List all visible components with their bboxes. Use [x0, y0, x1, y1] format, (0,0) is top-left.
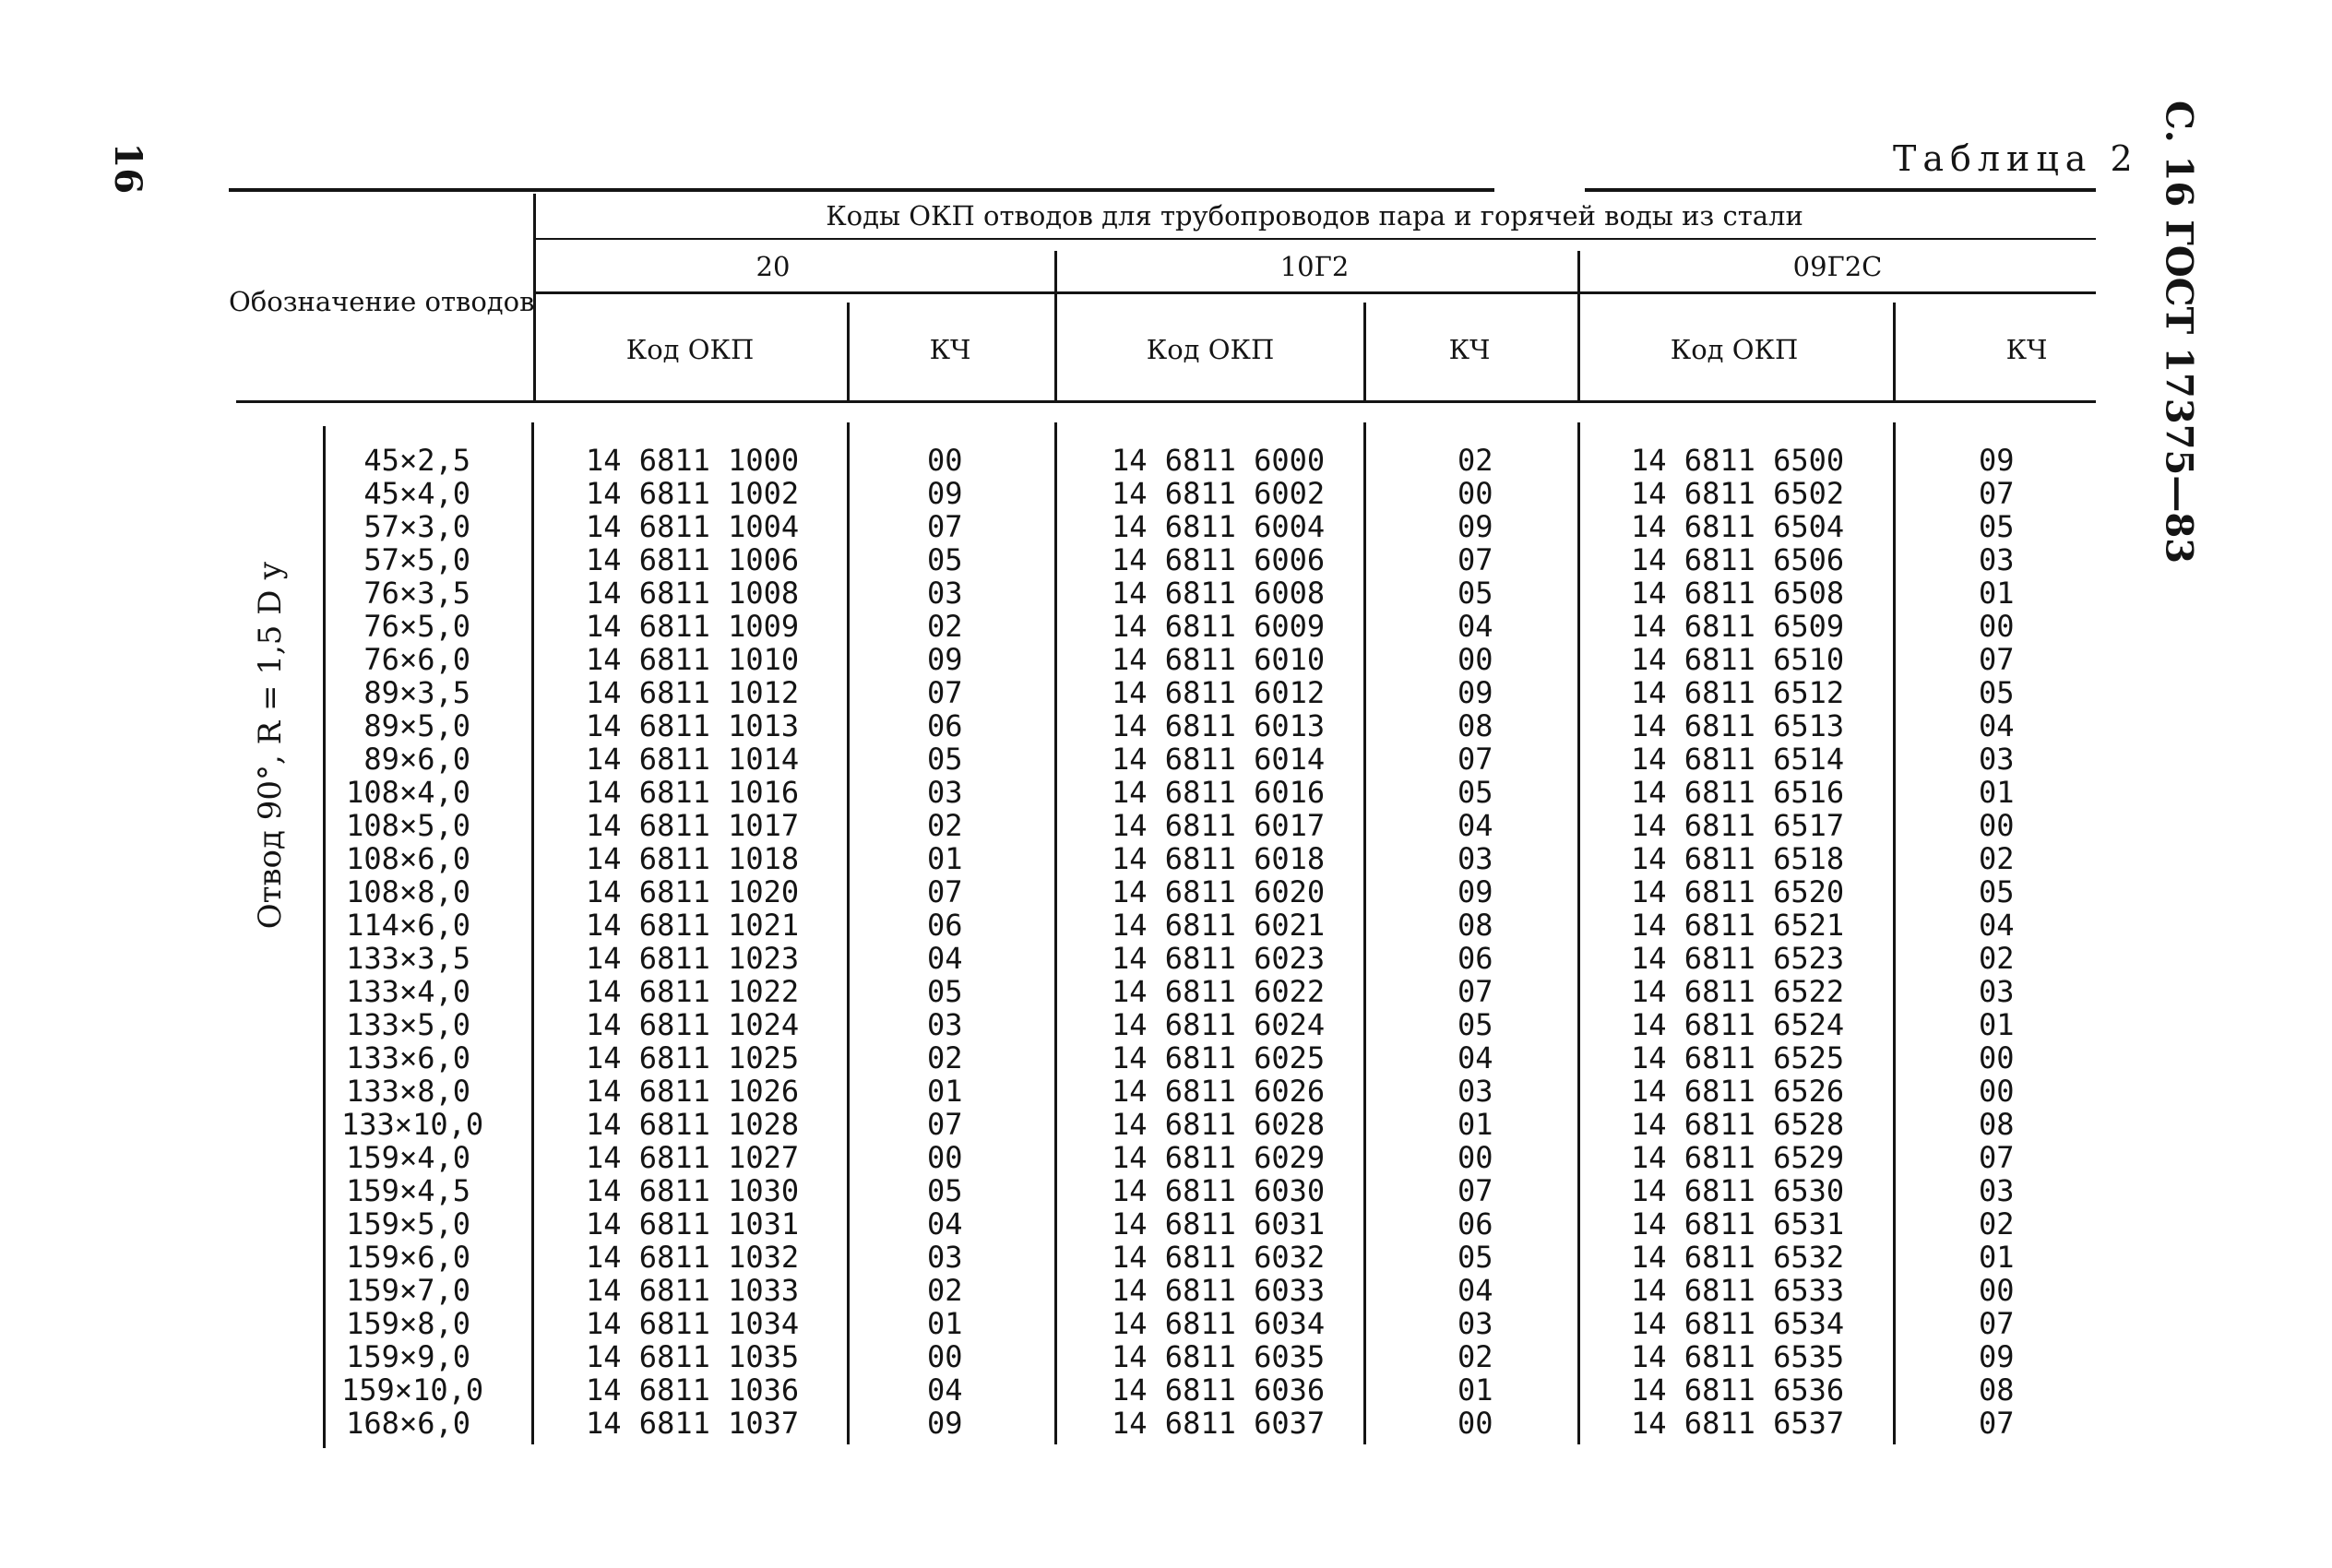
table-row [0, 709, 2332, 742]
okp-code-20-cell: 14 6811 1036 [586, 1372, 800, 1408]
table-row [0, 1174, 2332, 1207]
table-label: Таблица 2 [1893, 138, 2139, 179]
okp-code-20-cell: 14 6811 1023 [586, 941, 800, 976]
okp-code-10g2-cell: 14 6811 6008 [1112, 576, 1326, 611]
designation-cell: 108×5,0 [346, 808, 470, 843]
table-row [0, 543, 2332, 576]
okp-code-10g2-cell: 14 6811 6017 [1112, 808, 1326, 843]
kch-09g2s-cell: 07 [1979, 1140, 2015, 1175]
kch-20-cell: 04 [927, 941, 963, 976]
kch-09g2s-cell: 09 [1979, 1339, 2015, 1374]
okp-code-20-cell: 14 6811 1030 [586, 1173, 800, 1208]
okp-code-09g2s-cell: 14 6811 6523 [1631, 941, 1845, 976]
kch-20-cell: 07 [927, 509, 963, 544]
table-row [0, 975, 2332, 1008]
table-row [0, 742, 2332, 776]
designation-cell: 57×5,0 [363, 542, 470, 577]
okp-code-10g2-cell: 14 6811 6000 [1112, 443, 1326, 478]
designation-cell: 159×9,0 [346, 1339, 470, 1374]
okp-code-09g2s-cell: 14 6811 6514 [1631, 742, 1845, 777]
table-row [0, 1075, 2332, 1108]
kch-09g2s-cell: 08 [1979, 1372, 2015, 1408]
kch-09g2s-cell: 08 [1979, 1107, 2015, 1142]
designation-cell: 133×4,0 [346, 974, 470, 1009]
kch-09g2s-cell: 00 [1979, 609, 2015, 644]
kch-10g2-cell: 01 [1458, 1372, 1493, 1408]
table-row [0, 942, 2332, 975]
okp-code-20-cell: 14 6811 1026 [586, 1074, 800, 1109]
kch-20-cell: 04 [927, 1372, 963, 1408]
kch-20-cell: 04 [927, 1206, 963, 1241]
okp-code-10g2-cell: 14 6811 6012 [1112, 675, 1326, 710]
col-divider-10g2-kch [1363, 303, 1366, 400]
kch-20-cell: 02 [927, 1040, 963, 1075]
okp-code-09g2s-cell: 14 6811 6506 [1631, 542, 1845, 577]
kch-10g2-cell: 07 [1458, 1173, 1493, 1208]
designation-cell: 159×7,0 [346, 1273, 470, 1308]
okp-code-10g2-cell: 14 6811 6024 [1112, 1007, 1326, 1042]
designation-cell: 114×6,0 [346, 908, 470, 943]
okp-code-09g2s-cell: 14 6811 6510 [1631, 642, 1845, 677]
okp-code-09g2s-cell: 14 6811 6518 [1631, 841, 1845, 876]
kch-10g2-cell: 04 [1458, 808, 1493, 843]
designation-cell: 45×4,0 [363, 476, 470, 511]
table-row [0, 676, 2332, 709]
okp-code-09g2s-cell: 14 6811 6508 [1631, 576, 1845, 611]
table-row [0, 809, 2332, 842]
kch-10g2-cell: 02 [1458, 1339, 1493, 1374]
okp-code-09g2s-cell: 14 6811 6529 [1631, 1140, 1845, 1175]
designation-cell: 76×5,0 [363, 609, 470, 644]
row-group-label: Отвод 90°, R = 1,5 D у [252, 561, 289, 930]
okp-code-09g2s-cell: 14 6811 6525 [1631, 1040, 1845, 1075]
okp-code-10g2-cell: 14 6811 6002 [1112, 476, 1326, 511]
kch-09g2s-cell: 03 [1979, 974, 2015, 1009]
table-row [0, 776, 2332, 809]
kch-10g2-cell: 05 [1458, 775, 1493, 810]
steel-20-header: 20 [756, 251, 791, 282]
okp-code-10g2-cell: 14 6811 6021 [1112, 908, 1326, 943]
okp-code-20-cell: 14 6811 1000 [586, 443, 800, 478]
table-row [0, 1207, 2332, 1241]
kch-10g2-cell: 00 [1458, 642, 1493, 677]
okp-code-20-cell: 14 6811 1002 [586, 476, 800, 511]
kch-20-cell: 03 [927, 1007, 963, 1042]
kch-20-cell: 07 [927, 675, 963, 710]
designation-cell: 159×6,0 [346, 1240, 470, 1275]
kch-10g2-cell: 00 [1458, 1140, 1493, 1175]
kch-20-cell: 01 [927, 841, 963, 876]
kch-10g2-cell: 01 [1458, 1107, 1493, 1142]
kch-10g2-cell: 09 [1458, 675, 1493, 710]
steel-09g2s-header: 09Г2С [1792, 251, 1883, 282]
designation-cell: 89×3,5 [363, 675, 470, 710]
okp-code-09g2s-cell: 14 6811 6534 [1631, 1306, 1845, 1341]
kch-09g2s-cell: 00 [1979, 1040, 2015, 1075]
okp-code-20-cell: 14 6811 1008 [586, 576, 800, 611]
okp-code-09g2s-cell: 14 6811 6512 [1631, 675, 1845, 710]
okp-code-10g2-cell: 14 6811 6006 [1112, 542, 1326, 577]
okp-code-10g2-cell: 14 6811 6031 [1112, 1206, 1326, 1241]
table-row [0, 610, 2332, 643]
okp-code-09g2s-cell: 14 6811 6531 [1631, 1206, 1845, 1241]
designation-cell: 45×2,5 [363, 443, 470, 478]
col-divider-09g2s-kch [1893, 303, 1896, 400]
okp-code-20-cell: 14 6811 1034 [586, 1306, 800, 1341]
kch-09g2s-cell: 01 [1979, 1240, 2015, 1275]
okp-code-09g2s-cell: 14 6811 6530 [1631, 1173, 1845, 1208]
okp-code-10g2-cell: 14 6811 6022 [1112, 974, 1326, 1009]
col-divider-20-10g2 [1054, 251, 1057, 400]
code-header-10g2: Код ОКП [1146, 334, 1275, 365]
okp-code-20-cell: 14 6811 1009 [586, 609, 800, 644]
kch-20-cell: 01 [927, 1306, 963, 1341]
kch-20-cell: 02 [927, 1273, 963, 1308]
designation-cell: 159×4,5 [346, 1173, 470, 1208]
kch-10g2-cell: 05 [1458, 1007, 1493, 1042]
okp-code-20-cell: 14 6811 1024 [586, 1007, 800, 1042]
okp-code-09g2s-cell: 14 6811 6513 [1631, 708, 1845, 743]
okp-code-20-cell: 14 6811 1006 [586, 542, 800, 577]
main-header-title: Коды ОКП отводов для трубопроводов пара и горячей воды из стали [826, 200, 1803, 232]
okp-code-20-cell: 14 6811 1025 [586, 1040, 800, 1075]
kch-09g2s-cell: 04 [1979, 908, 2015, 943]
table-row [0, 1141, 2332, 1174]
designation-cell: 89×6,0 [363, 742, 470, 777]
kch-10g2-cell: 00 [1458, 476, 1493, 511]
table-row [0, 1373, 2332, 1407]
kch-20-cell: 05 [927, 542, 963, 577]
table-row [0, 510, 2332, 543]
okp-code-10g2-cell: 14 6811 6037 [1112, 1406, 1326, 1441]
designation-cell: 108×6,0 [346, 841, 470, 876]
designation-cell: 133×6,0 [346, 1040, 470, 1075]
kch-10g2-cell: 02 [1458, 443, 1493, 478]
table-body [0, 444, 2332, 1440]
kch-09g2s-cell: 05 [1979, 509, 2015, 544]
okp-code-10g2-cell: 14 6811 6020 [1112, 874, 1326, 909]
okp-code-09g2s-cell: 14 6811 6533 [1631, 1273, 1845, 1308]
okp-code-10g2-cell: 14 6811 6013 [1112, 708, 1326, 743]
kch-10g2-cell: 07 [1458, 974, 1493, 1009]
designation-cell: 89×5,0 [363, 708, 470, 743]
kch-10g2-cell: 08 [1458, 708, 1493, 743]
okp-code-10g2-cell: 14 6811 6009 [1112, 609, 1326, 644]
kch-09g2s-cell: 00 [1979, 1074, 2015, 1109]
okp-code-09g2s-cell: 14 6811 6528 [1631, 1107, 1845, 1142]
kch-10g2-cell: 09 [1458, 509, 1493, 544]
kch-20-cell: 05 [927, 742, 963, 777]
header-rule-1 [535, 238, 2096, 240]
okp-code-09g2s-cell: 14 6811 6509 [1631, 609, 1845, 644]
kch-20-cell: 02 [927, 609, 963, 644]
kch-20-cell: 01 [927, 1074, 963, 1109]
kch-09g2s-cell: 07 [1979, 1406, 2015, 1441]
table-row [0, 909, 2332, 942]
kch-09g2s-cell: 02 [1979, 841, 2015, 876]
okp-code-10g2-cell: 14 6811 6014 [1112, 742, 1326, 777]
okp-code-09g2s-cell: 14 6811 6524 [1631, 1007, 1845, 1042]
table-row [0, 576, 2332, 610]
kch-10g2-cell: 05 [1458, 576, 1493, 611]
kch-20-cell: 00 [927, 443, 963, 478]
kch-20-cell: 02 [927, 808, 963, 843]
table-top-rule-right [1585, 188, 2096, 192]
kch-10g2-cell: 04 [1458, 1040, 1493, 1075]
okp-code-10g2-cell: 14 6811 6036 [1112, 1372, 1326, 1408]
table-row [0, 1108, 2332, 1141]
okp-code-10g2-cell: 14 6811 6016 [1112, 775, 1326, 810]
kch-20-cell: 06 [927, 708, 963, 743]
kch-10g2-cell: 03 [1458, 1074, 1493, 1109]
okp-code-20-cell: 14 6811 1018 [586, 841, 800, 876]
okp-code-09g2s-cell: 14 6811 6517 [1631, 808, 1845, 843]
designation-header: Обозначение отводов [229, 286, 535, 317]
kch-10g2-cell: 06 [1458, 1206, 1493, 1241]
okp-code-09g2s-cell: 14 6811 6537 [1631, 1406, 1845, 1441]
designation-cell: 108×4,0 [346, 775, 470, 810]
table-row [0, 875, 2332, 909]
kch-10g2-cell: 00 [1458, 1406, 1493, 1441]
okp-code-20-cell: 14 6811 1014 [586, 742, 800, 777]
designation-cell: 133×3,5 [346, 941, 470, 976]
kch-20-cell: 03 [927, 576, 963, 611]
kch-09g2s-cell: 00 [1979, 808, 2015, 843]
okp-code-10g2-cell: 14 6811 6025 [1112, 1040, 1326, 1075]
kch-10g2-cell: 03 [1458, 1306, 1493, 1341]
table-row [0, 1340, 2332, 1373]
kch-09g2s-cell: 00 [1979, 1273, 2015, 1308]
table-top-rule-left [229, 188, 1494, 192]
table-row [0, 477, 2332, 510]
kch-20-cell: 00 [927, 1140, 963, 1175]
kch-09g2s-cell: 01 [1979, 1007, 2015, 1042]
page-number: 16 [106, 142, 150, 195]
kch-09g2s-cell: 03 [1979, 1173, 2015, 1208]
okp-code-20-cell: 14 6811 1020 [586, 874, 800, 909]
okp-code-10g2-cell: 14 6811 6028 [1112, 1107, 1326, 1142]
okp-code-10g2-cell: 14 6811 6004 [1112, 509, 1326, 544]
code-header-20: Код ОКП [625, 334, 755, 365]
kch-10g2-cell: 09 [1458, 874, 1493, 909]
kch-20-cell: 05 [927, 1173, 963, 1208]
okp-code-20-cell: 14 6811 1022 [586, 974, 800, 1009]
okp-code-20-cell: 14 6811 1035 [586, 1339, 800, 1374]
kch-10g2-cell: 07 [1458, 542, 1493, 577]
okp-code-20-cell: 14 6811 1012 [586, 675, 800, 710]
okp-code-20-cell: 14 6811 1033 [586, 1273, 800, 1308]
col-divider-20-kch [847, 303, 850, 400]
table-row [0, 1241, 2332, 1274]
kch-10g2-cell: 07 [1458, 742, 1493, 777]
okp-code-20-cell: 14 6811 1013 [586, 708, 800, 743]
table-row [0, 1407, 2332, 1440]
kch-10g2-cell: 06 [1458, 941, 1493, 976]
kch-20-cell: 09 [927, 1406, 963, 1441]
okp-code-20-cell: 14 6811 1037 [586, 1406, 800, 1441]
kch-09g2s-cell: 05 [1979, 675, 2015, 710]
designation-cell: 159×10,0 [341, 1372, 484, 1408]
okp-code-10g2-cell: 14 6811 6023 [1112, 941, 1326, 976]
okp-code-09g2s-cell: 14 6811 6535 [1631, 1339, 1845, 1374]
okp-code-20-cell: 14 6811 1021 [586, 908, 800, 943]
table-row [0, 1307, 2332, 1340]
kch-09g2s-cell: 02 [1979, 1206, 2015, 1241]
okp-code-20-cell: 14 6811 1010 [586, 642, 800, 677]
kch-09g2s-cell: 03 [1979, 542, 2015, 577]
okp-code-20-cell: 14 6811 1028 [586, 1107, 800, 1142]
okp-code-09g2s-cell: 14 6811 6516 [1631, 775, 1845, 810]
table-row [0, 1274, 2332, 1307]
okp-code-20-cell: 14 6811 1032 [586, 1240, 800, 1275]
okp-code-10g2-cell: 14 6811 6032 [1112, 1240, 1326, 1275]
document-side-header: С. 16 ГОСТ 17375—83 [2157, 100, 2201, 564]
designation-cell: 57×3,0 [363, 509, 470, 544]
steel-10g2-header: 10Г2 [1279, 251, 1350, 282]
table-row [0, 1041, 2332, 1075]
table-row [0, 444, 2332, 477]
kch-09g2s-cell: 07 [1979, 1306, 2015, 1341]
kch-10g2-cell: 08 [1458, 908, 1493, 943]
okp-code-09g2s-cell: 14 6811 6532 [1631, 1240, 1845, 1275]
kch-20-cell: 09 [927, 476, 963, 511]
okp-code-09g2s-cell: 14 6811 6520 [1631, 874, 1845, 909]
okp-code-20-cell: 14 6811 1017 [586, 808, 800, 843]
kch-20-cell: 00 [927, 1339, 963, 1374]
kch-20-cell: 03 [927, 1240, 963, 1275]
kch-20-cell: 07 [927, 1107, 963, 1142]
kch-20-cell: 07 [927, 874, 963, 909]
designation-cell: 168×6,0 [346, 1406, 470, 1441]
kch-10g2-cell: 03 [1458, 841, 1493, 876]
table-row [0, 842, 2332, 875]
designation-cell: 159×5,0 [346, 1206, 470, 1241]
okp-code-20-cell: 14 6811 1031 [586, 1206, 800, 1241]
okp-code-10g2-cell: 14 6811 6035 [1112, 1339, 1326, 1374]
okp-code-10g2-cell: 14 6811 6026 [1112, 1074, 1326, 1109]
okp-code-10g2-cell: 14 6811 6029 [1112, 1140, 1326, 1175]
kch-20-cell: 06 [927, 908, 963, 943]
header-bottom-rule [236, 400, 2096, 403]
kch-20-cell: 05 [927, 974, 963, 1009]
kch-20-cell: 03 [927, 775, 963, 810]
table-row [0, 1008, 2332, 1041]
kch-10g2-cell: 05 [1458, 1240, 1493, 1275]
okp-code-10g2-cell: 14 6811 6034 [1112, 1306, 1326, 1341]
okp-code-10g2-cell: 14 6811 6018 [1112, 841, 1326, 876]
kch-10g2-cell: 04 [1458, 609, 1493, 644]
designation-cell: 76×3,5 [363, 576, 470, 611]
code-header-09g2s: Код ОКП [1670, 334, 1799, 365]
designation-cell: 108×8,0 [346, 874, 470, 909]
okp-code-20-cell: 14 6811 1016 [586, 775, 800, 810]
okp-code-09g2s-cell: 14 6811 6504 [1631, 509, 1845, 544]
designation-cell: 76×6,0 [363, 642, 470, 677]
kch-09g2s-cell: 02 [1979, 941, 2015, 976]
okp-code-10g2-cell: 14 6811 6030 [1112, 1173, 1326, 1208]
okp-code-09g2s-cell: 14 6811 6536 [1631, 1372, 1845, 1408]
kch-09g2s-cell: 03 [1979, 742, 2015, 777]
okp-code-10g2-cell: 14 6811 6033 [1112, 1273, 1326, 1308]
okp-code-09g2s-cell: 14 6811 6521 [1631, 908, 1845, 943]
kch-header-20: КЧ [929, 334, 971, 365]
kch-09g2s-cell: 05 [1979, 874, 2015, 909]
designation-cell: 133×5,0 [346, 1007, 470, 1042]
okp-code-09g2s-cell: 14 6811 6526 [1631, 1074, 1845, 1109]
okp-code-10g2-cell: 14 6811 6010 [1112, 642, 1326, 677]
kch-09g2s-cell: 09 [1979, 443, 2015, 478]
designation-cell: 133×10,0 [341, 1107, 484, 1142]
kch-09g2s-cell: 07 [1979, 476, 2015, 511]
col-divider-10g2-09g2s [1577, 251, 1580, 400]
kch-09g2s-cell: 04 [1979, 708, 2015, 743]
okp-code-09g2s-cell: 14 6811 6502 [1631, 476, 1845, 511]
designation-cell: 159×8,0 [346, 1306, 470, 1341]
kch-09g2s-cell: 01 [1979, 775, 2015, 810]
table-row [0, 643, 2332, 676]
kch-09g2s-cell: 07 [1979, 642, 2015, 677]
kch-header-10g2: КЧ [1448, 334, 1491, 365]
okp-code-20-cell: 14 6811 1027 [586, 1140, 800, 1175]
kch-20-cell: 09 [927, 642, 963, 677]
designation-cell: 133×8,0 [346, 1074, 470, 1109]
okp-code-20-cell: 14 6811 1004 [586, 509, 800, 544]
kch-header-09g2s: КЧ [2005, 334, 2048, 365]
header-rule-2 [535, 291, 2096, 294]
designation-cell: 159×4,0 [346, 1140, 470, 1175]
kch-09g2s-cell: 01 [1979, 576, 2015, 611]
okp-code-09g2s-cell: 14 6811 6522 [1631, 974, 1845, 1009]
kch-10g2-cell: 04 [1458, 1273, 1493, 1308]
okp-code-09g2s-cell: 14 6811 6500 [1631, 443, 1845, 478]
